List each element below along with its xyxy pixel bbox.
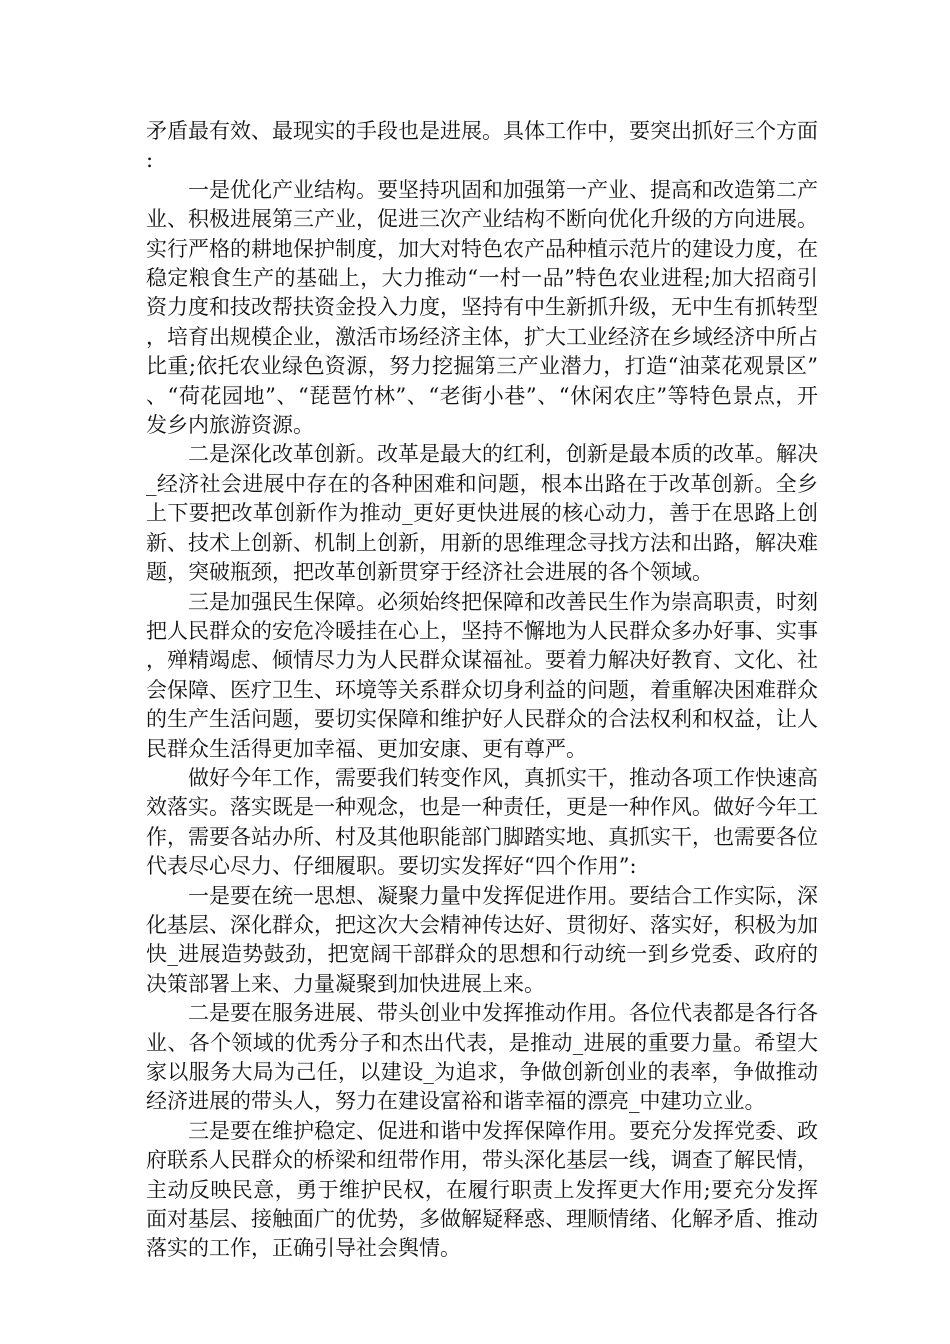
paragraph-reform-innovation: 二是深化改革创新。改革是最大的红利，创新是最本质的改革。解决_经济社会进展中存在的各种困难和问题，根本出路在于改革创新。全乡上下要把改革创新作为推动_更好更快进展的核心动力，善于在思路上创新、技术上创新、机制上创新，用新的思维理念寻找方法和出路，解决难题，突破瓶颈，把改革创新贯穿于经济社会进展的各个领域。 (146, 442, 818, 585)
paragraph-work-style: 做好今年工作，需要我们转变作风，真抓实干，推动各项工作快速高效落实。落实既是一种观念，也是一种责任，更是一种作风。做好今年工作，需要各站办所、村及其他职能部门脚踏实地、真抓实干，也需要各位代表尽心尽力、仔细履职。要切实发挥好“四个作用”: (146, 765, 818, 879)
paragraph-optimize-industry: 一是优化产业结构。要坚持巩固和加强第一产业、提高和改造第二产业、积极进展第三产业，促进三次产业结构不断向优化升级的方向进展。实行严格的耕地保护制度，加大对特色农产品种植示范片的建设力度，在稳定粮食生产的基础上，大力推动“一村一品”特色农业进程;加大招商引资力度和技改帮扶资金投入力度，坚持有中生新抓升级，无中生有抓转型，培育出规模企业，激活市场经济主体，扩大工业经济在乡域经济中所占比重;依托农业绿色资源，努力挖掘第三产业潜力，打造“油菜花观景区”、“荷花园地”、“琵琶竹林”、“老街小巷”、“休闲农庄”等特色景点，开发乡内旅游资源。 (146, 177, 818, 438)
paragraph-stability: 三是要在维护稳定、促进和谐中发挥保障作用。要充分发挥党委、政府联系人民群众的桥梁和纽带作用，带头深化基层一线，调查了解民情，主动反映民意，勇于维护民权，在履行职责上发挥更大作用;要充分发挥面对基层、接触面广的优势，多做解疑释惑、理顺情绪、化解矛盾、推动落实的工作，正确引导社会舆情。 (146, 1118, 818, 1261)
paragraph-unify-thought: 一是要在统一思想、凝聚力量中发挥促进作用。要结合工作实际，深化基层、深化群众，把这次大会精神传达好、贯彻好、落实好，积极为加快_进展造势鼓劲，把宽阔干部群众的思想和行动统一到乡党委、政府的决策部署上来、力量凝聚到加快进展上来。 (146, 883, 818, 996)
paragraph-livelihood: 三是加强民生保障。必须始终把保障和改善民生作为崇高职责，时刻把人民群众的安危冷暖挂在心上，坚持不懈地为人民群众多办好事、实事，殚精竭虑、倾情尽力为人民群众谋福祉。要着力解决好教育、文化、社会保障、医疗卫生、环境等关系群众切身利益的问题，着重解决困难群众的生产生活问题，要切实保障和维护好人民群众的合法权利和权益，让人民群众生活得更加幸福、更加安康、更有尊严。 (146, 589, 818, 761)
paragraph-entrepreneurship: 二是要在服务进展、带头创业中发挥推动作用。各位代表都是各行各业、各个领域的优秀分子和杰出代表，是推动_进展的重要力量。希望大家以服务大局为己任，以建设_为追求，争做创新创业的表率，争做推动经济进展的带头人，努力在建设富裕和谐幸福的漂亮_中建功立业。 (146, 1001, 818, 1114)
document-body (146, 117, 818, 1264)
paragraph-intro: 矛盾最有效、最现实的手段也是进展。具体工作中，要突出抓好三个方面: (146, 119, 818, 173)
